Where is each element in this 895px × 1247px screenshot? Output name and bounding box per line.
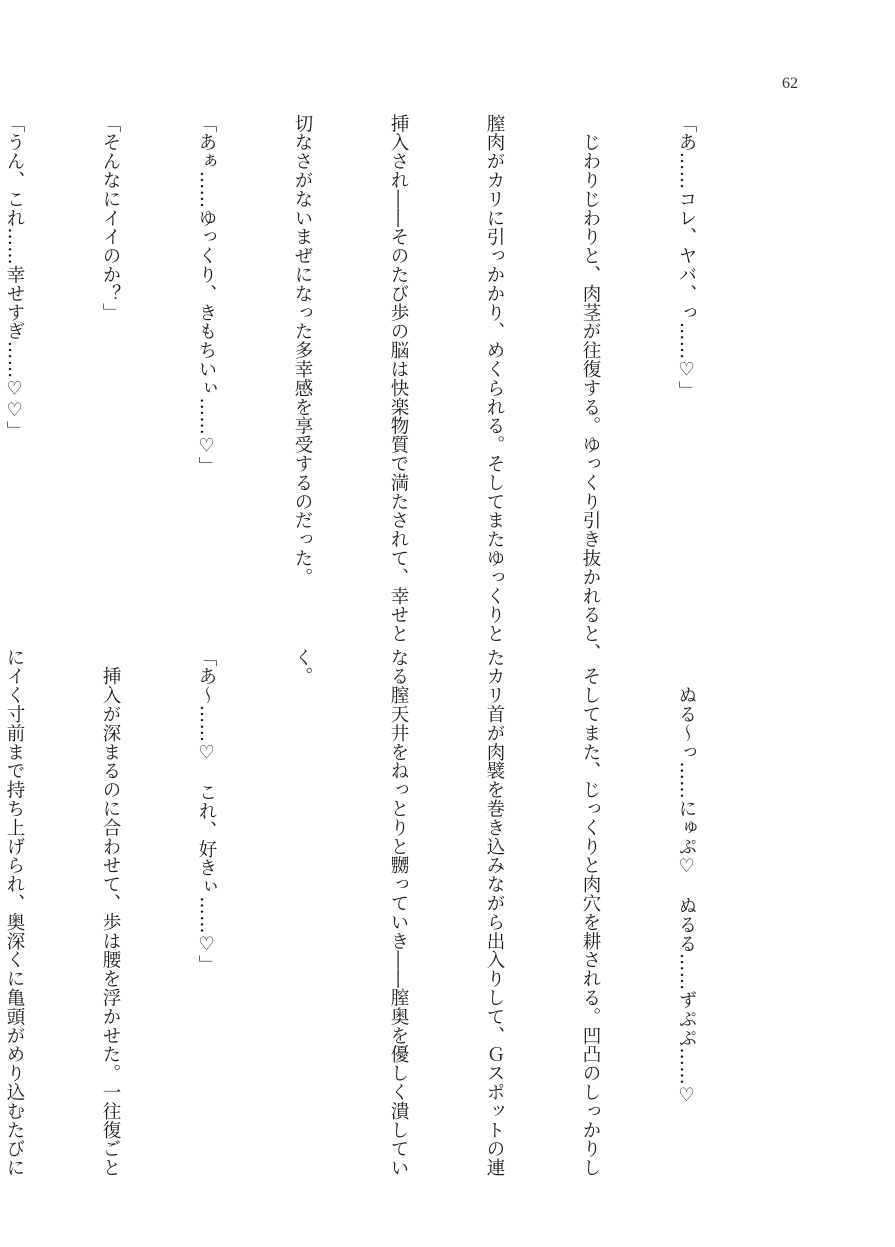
text-line: たカリ首が肉襞を巻き込みながら出入りして、Ｇスポットの連 — [484, 648, 505, 1178]
text-line: 膣肉がカリに引っかかり、めくられる。そしてまたゆっくりと — [484, 114, 505, 644]
text-line: く。 — [292, 648, 313, 686]
text-line: 「あ～……♡ これ、好きぃ……♡」 — [196, 648, 217, 975]
text-line: 挿入され――そのたび歩の脳は快楽物質で満たされて、幸せと — [388, 114, 409, 644]
text-line: 「そんなにイイのか？」 — [100, 114, 121, 322]
text-line: じわりじわりと、肉茎が往復する。ゆっくり引き抜かれると、 — [580, 114, 601, 663]
text-line: 「あ……コレ、ヤバ、っ……♡」 — [676, 114, 697, 400]
text-line: ぬる～っ……にゅぷ♡ ぬるる……ずぷぷ……♡ — [676, 648, 697, 1107]
text-line: 「うん、これ……幸せすぎ……♡♡」 — [4, 114, 25, 441]
text-line: にイく寸前まで持ち上げられ、奥深くに亀頭がめり込むたびに — [4, 648, 25, 1178]
text-line: 切なさがないまぜになった多幸感を享受するのだった。 — [292, 114, 313, 587]
lower-text-block — [4, 648, 766, 1178]
page-number: 62 — [782, 75, 798, 92]
text-line: 「あぁ……ゆっくり、きもちいぃ……♡」 — [196, 114, 217, 476]
text-line: そしてまた、じっくりと肉穴を耕される。凹凸のしっかりし — [580, 648, 601, 1178]
text-line: 挿入が深まるのに合わせて、歩は腰を浮かせた。一往復ごと — [100, 648, 121, 1178]
upper-text-block — [4, 114, 766, 663]
text-line: なる膣天井をねっとりと嬲っていき――膣奥を優しく潰してい — [388, 648, 409, 1178]
